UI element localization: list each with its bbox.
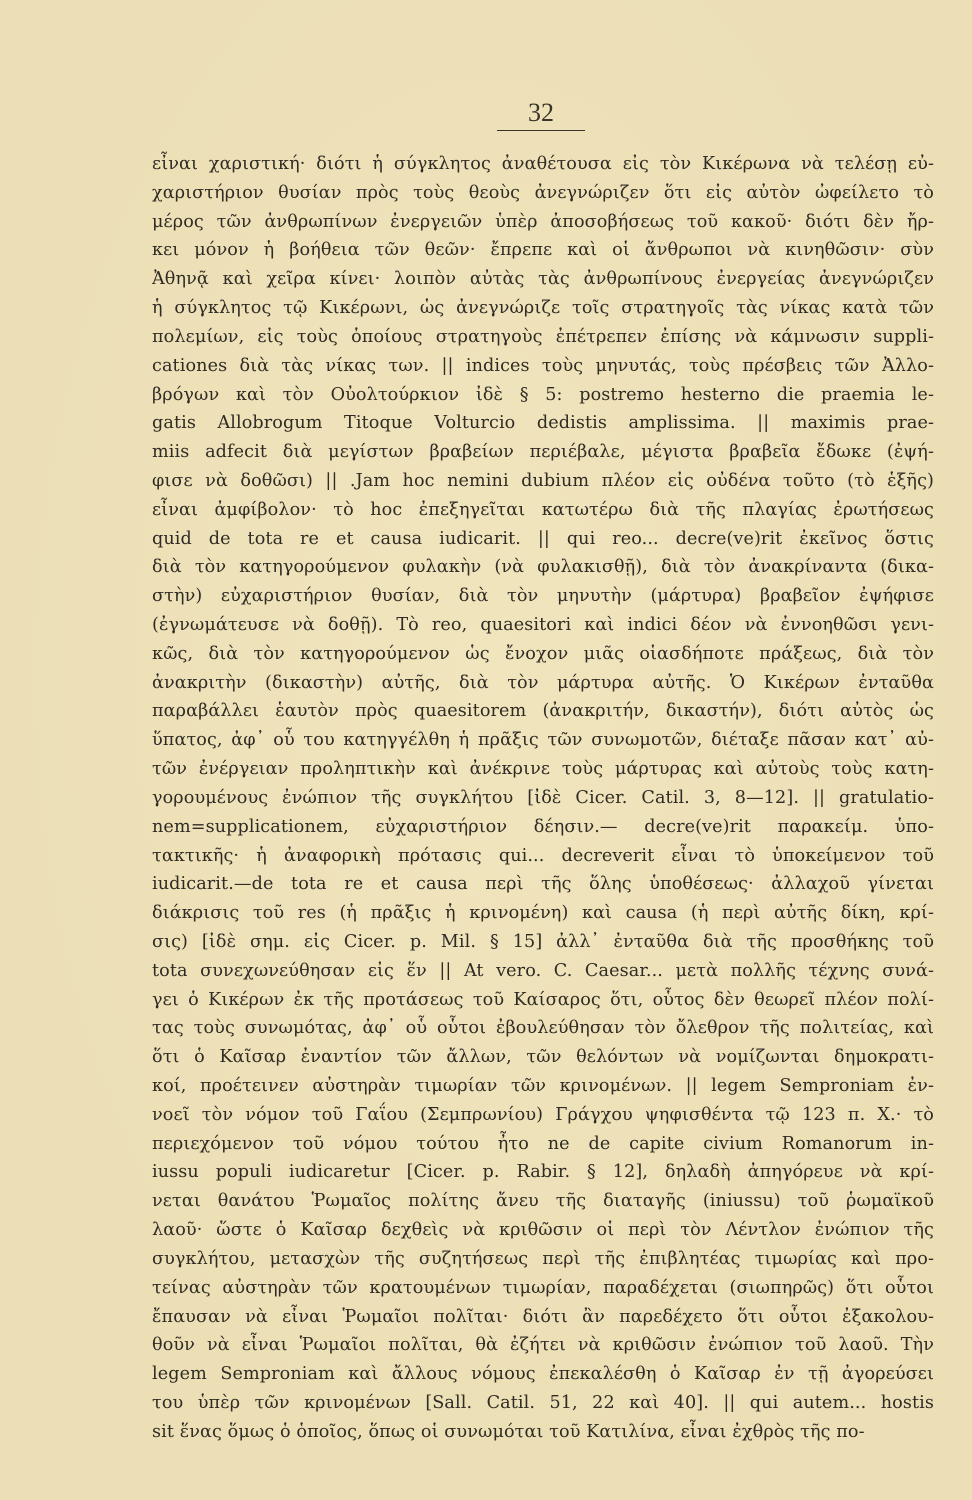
text-line: διάκρισις τοῦ res (ἡ πρᾶξις ἡ κρινομένη) καὶ causa (ἡ περὶ αὐτῆς δίκη, κρί- bbox=[152, 903, 934, 924]
text-line: nem=supplicationem, εὐχαριστήριον δέησιν.— decre(ve)rit παρακείμ. ὑπο- bbox=[152, 816, 934, 837]
text-line: παραβάλλει ἑαυτὸν πρὸς quaesitorem (ἀνακριτήν, δικαστήν), διότι αὐτὸς ὡς bbox=[152, 701, 934, 722]
text-line: νεται θανάτου Ῥωμαῖος πολίτης ἄνευ τῆς διαταγῆς (iniussu) τοῦ ῥωμαϊκοῦ bbox=[152, 1191, 934, 1212]
text-line: θοῦν νὰ εἶναι Ῥωμαῖοι πολῖται, θὰ ἐζήτει νὰ κριθῶσιν ἐνώπιον τοῦ λαοῦ. Τὴν bbox=[152, 1335, 934, 1356]
text-line: Ἀθηνᾷ καὶ χεῖρα κίνει· λοιπὸν αὐτὰς τὰς ἀνθρωπίνους ἐνεργείας ἀνεγνώριζεν bbox=[152, 269, 934, 290]
text-line: iussu populi iudicaretur [Cicer. p. Rabir. § 12], δηλαδὴ ἀπηγόρευε νὰ κρί- bbox=[152, 1162, 934, 1183]
text-line: κει μόνον ἡ βοήθεια τῶν θεῶν· ἔπρεπε καὶ οἱ ἄνθρωποι νὰ κινηθῶσιν· σὺν bbox=[152, 240, 934, 261]
text-line: κοί, προέτεινεν αὐστηρὰν τιμωρίαν τῶν κρινομένων. || legem Semproniam ἐν- bbox=[152, 1076, 934, 1096]
commentary-text bbox=[152, 150, 934, 1447]
text-line: ἔπαυσαν νὰ εἶναι Ῥωμαῖοι πολῖται· διότι ἂν παρεδέχετο ὅτι οὗτοι ἐξακολου- bbox=[152, 1306, 934, 1327]
text-line: στὴν) εὐχαριστήριον θυσίαν, διὰ τὸν μηνυτὴν (μάρτυρα) βραβεῖον ἐψήφισε bbox=[152, 586, 934, 607]
text-line: βρόγων καὶ τὸν Οὐολτούρκιον ἰδὲ § 5: postremo hesterno die praemia le- bbox=[152, 384, 934, 405]
text-line: σις) [ἰδὲ σημ. εἰς Cicer. p. Mil. § 15] ἀλλ᾽ ἐνταῦθα διὰ τῆς προσθήκης τοῦ bbox=[152, 931, 934, 952]
text-line: χαριστήριον θυσίαν πρὸς τοὺς θεοὺς ἀνεγνώριζεν ὅτι εἰς αὐτὸν ὠφείλετο τὸ bbox=[152, 182, 934, 203]
text-line: miis adfecit διὰ μεγίστων βραβείων περιέβαλε, μέγιστα βραβεῖα ἔδωκε (ἐψή- bbox=[152, 442, 934, 463]
text-line: πολεμίων, εἰς τοὺς ὁποίους στρατηγοὺς ἐπέτρεπεν ἐπίσης νὰ κάμνωσιν suppli- bbox=[152, 326, 934, 347]
text-line: (ἐγνωμάτευσε νὰ δοθῇ). Τὸ reo, quaesitori καὶ indici δέον νὰ ἐννοηθῶσι γενι- bbox=[152, 615, 934, 635]
text-line: iudicarit.—de tota re et causa περὶ τῆς ὅλης ὑποθέσεως· ἀλλαχοῦ γίνεται bbox=[152, 874, 934, 895]
text-line: quid de tota re et causa iudicarit. || qui reo... decre(ve)rit ἐκεῖνος ὅστις bbox=[152, 528, 934, 549]
text-line: τας τοὺς συνωμότας, ἀφ᾽ οὗ οὗτοι ἐβουλεύθησαν τὸν ὄλεθρον τῆς πολιτείας, καὶ bbox=[152, 1018, 934, 1039]
text-line: νοεῖ τὸν νόμον τοῦ Γαΐου (Σεμπρωνίου) Γράγχου ψηφισθέντα τῷ 123 π. Χ.· τὸ bbox=[152, 1104, 934, 1125]
text-line: sit ἕνας ὅμως ὁ ὁποῖος, ὅπως οἱ συνωμόται τοῦ Κατιλίνα, εἶναι ἐχθρὸς τῆς πο- bbox=[152, 1421, 865, 1442]
text-line: τείνας αὐστηρὰν τῶν κρατουμένων τιμωρίαν, παραδέχεται (σιωπηρῶς) ὅτι οὗτοι bbox=[152, 1277, 934, 1298]
text-line: εἶναι χαριστική· διότι ἡ σύγκλητος ἀναθέτουσα εἰς τὸν Κικέρωνα νὰ τελέσῃ εὐ- bbox=[152, 154, 934, 174]
text-line: κῶς, διὰ τὸν κατηγορούμενον ὡς ἔνοχον μιᾶς οἱασδήποτε πράξεως, διὰ τὸν bbox=[152, 643, 934, 664]
text-line: ἀνακριτὴν (δικαστὴν) αὐτῆς, διὰ τὸν μάρτυρα αὐτῆς. Ὁ Κικέρων ἐνταῦθα bbox=[152, 672, 934, 693]
text-line: gatis Allobrogum Titoque Volturcio dedistis amplissima. || maximis prae- bbox=[152, 413, 934, 434]
text-line: εἶναι ἀμφίβολον· τὸ hoc ἐπεξηγεῖται κατωτέρω διὰ τῆς πλαγίας ἐρωτήσεως bbox=[152, 499, 934, 520]
text-line: διὰ τὸν κατηγορούμενον φυλακὴν (νὰ φυλακισθῇ), διὰ τὸν ἀνακρίναντα (δικα- bbox=[152, 557, 934, 578]
text-line: legem Semproniam καὶ ἄλλους νόμους ἐπεκαλέσθη ὁ Καῖσαρ ἐν τῇ ἀγορεύσει bbox=[152, 1364, 934, 1385]
text-line: λαοῦ· ὥστε ὁ Καῖσαρ δεχθεὶς νὰ κριθῶσιν οἱ περὶ τὸν Λέντλον ἐνώπιον τῆς bbox=[152, 1220, 934, 1241]
text-line: περιεχόμενον τοῦ νόμου τούτου ἦτο ne de capite civium Romanorum in- bbox=[152, 1133, 934, 1154]
text-line: ὕπατος, ἀφ᾽ οὗ του κατηγγέλθη ἡ πρᾶξις τῶν συνωμοτῶν, διέταξε πᾶσαν κατ᾽ αὐ- bbox=[152, 730, 934, 751]
text-line: cationes διὰ τὰς νίκας των. || indices τοὺς μηνυτάς, τοὺς πρέσβεις τῶν Ἀλλο- bbox=[152, 355, 934, 376]
text-line: μέρος τῶν ἀνθρωπίνων ἐνεργειῶν ὑπὲρ ἀποσοβήσεως τοῦ κακοῦ· διότι δὲν ἤρ- bbox=[152, 211, 934, 232]
page-number-rule bbox=[497, 130, 585, 131]
text-line: φισε νὰ δοθῶσι) || .Jam hoc nemini dubium πλέον εἰς οὐδένα τοῦτο (τὸ ἑξῆς) bbox=[152, 470, 934, 491]
text-line: ἡ σύγκλητος τῷ Κικέρωνι, ὡς ἀνεγνώριζε τοῖς στρατηγοῖς τὰς νίκας κατὰ τῶν bbox=[152, 298, 934, 319]
text-line: τακτικῆς· ἡ ἀναφορικὴ πρότασις qui... decreverit εἶναι τὸ ὑποκείμενον τοῦ bbox=[152, 845, 934, 866]
text-line: γει ὁ Κικέρων ἐκ τῆς προτάσεως τοῦ Καίσαρος ὅτι, οὗτος δὲν θεωρεῖ πλέον πολί- bbox=[152, 989, 934, 1010]
text-line: tota συνεχωνεύθησαν εἰς ἕν || At vero. C. Caesar... μετὰ πολλῆς τέχνης συνά- bbox=[152, 960, 934, 981]
page-number: 32 bbox=[528, 98, 554, 127]
text-line: συγκλήτου, μετασχὼν τῆς συζητήσεως περὶ τῆς ἐπιβλητέας τιμωρίας καὶ προ- bbox=[152, 1248, 934, 1269]
page-header bbox=[497, 100, 585, 131]
text-line: τῶν ἐνέργειαν προληπτικὴν καὶ ἀνέκρινε τοὺς μάρτυρας καὶ αὐτοὺς τοὺς κατη- bbox=[152, 759, 934, 780]
text-line: γορουμένους ἐνώπιον τῆς συγκλήτου [ἰδὲ Cicer. Catil. 3, 8—12]. || gratulatio- bbox=[152, 787, 934, 808]
text-line: του ὑπὲρ τῶν κρινομένων [Sall. Catil. 51, 22 καὶ 40]. || qui autem... hostis bbox=[152, 1392, 934, 1413]
text-line: ὅτι ὁ Καῖσαρ ἐναντίον τῶν ἄλλων, τῶν θελόντων νὰ νομίζωνται δημοκρατι- bbox=[152, 1047, 934, 1068]
